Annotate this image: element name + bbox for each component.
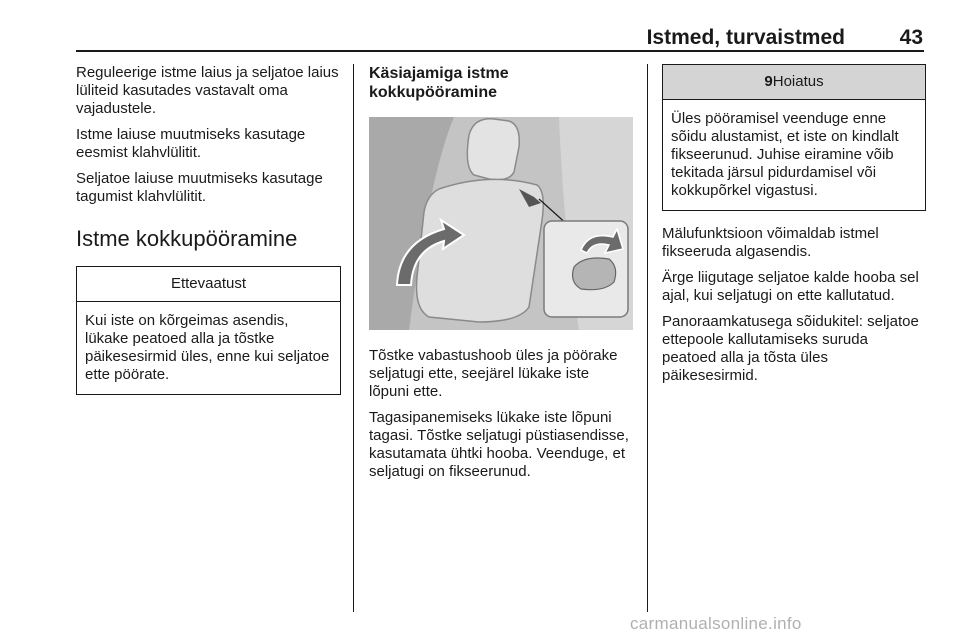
seat-backrest	[417, 179, 544, 322]
header-divider	[76, 50, 924, 52]
column-divider-2	[647, 64, 648, 612]
column-1	[76, 64, 341, 395]
paragraph: Mälufunktsioon võimaldab istmel fikseeruda algasendis.	[662, 225, 879, 260]
warning-title: Hoiatus	[772, 73, 824, 90]
page-number: 43	[899, 26, 923, 49]
column-divider-1	[353, 64, 354, 612]
paragraph: Istme laiuse muutmiseks kasutage eesmist klahvlülitit.	[76, 126, 306, 161]
paragraph: Ärge liigutage seljatoe kalde hooba sel ajal, kui seljatugi on ette kallutatud.	[662, 269, 919, 304]
column-3	[662, 64, 926, 393]
seat-fold-illustration	[369, 117, 633, 330]
warning-icon: 9	[764, 73, 773, 90]
paragraph: Panoraamkatusega sõidukitel: seljatoe ettepoole kallutamiseks suruda peatoed alla ja tõsta üles päikesesirmid.	[662, 313, 919, 384]
caution-box	[76, 266, 341, 395]
lever-detail	[573, 258, 616, 290]
header-title: Istmed, turvaistmed	[646, 26, 845, 49]
subsection-heading: Käsiajamiga istme kokkupööramine	[369, 65, 509, 101]
headrest	[467, 119, 519, 180]
paragraph: Tagasipanemiseks lükake iste lõpuni tagasi. Tõstke seljatugi püstiasendisse, kasutamata ühtki hooba. Veenduge, et seljatugi on fikseerunud.	[369, 409, 629, 480]
paragraph: Tõstke vabastushoob üles ja pöörake seljatugi ette, seejärel lükake iste lõpuni ette.	[369, 347, 618, 400]
column-2	[369, 64, 633, 489]
warning-header	[663, 65, 925, 100]
paragraph: Seljatoe laiuse muutmiseks kasutage tagumist klahvlülitit.	[76, 170, 323, 205]
warning-box	[662, 64, 926, 211]
paragraph: Reguleerige istme laius ja seljatoe laius lüliteid kasutades vastavalt oma vajadustele.	[76, 64, 339, 117]
section-heading: Istme kokkupööramine	[76, 226, 298, 251]
caution-body: Kui iste on kõrgeimas asendis, lükake peatoed alla ja tõstke päikesesirmid üles, enne kui seljatoe ette pöörate.	[85, 312, 330, 383]
warning-body: Üles pööramisel veenduge enne sõidu alustamist, et iste on kindlalt fikseerunud. Juhise eiramine võib tekitada järsul pidurdamisel või kokkupõrkel vigastusi.	[671, 110, 899, 199]
watermark: carmanualsonline.info	[630, 614, 802, 633]
caution-title: Ettevaatust	[77, 267, 340, 302]
